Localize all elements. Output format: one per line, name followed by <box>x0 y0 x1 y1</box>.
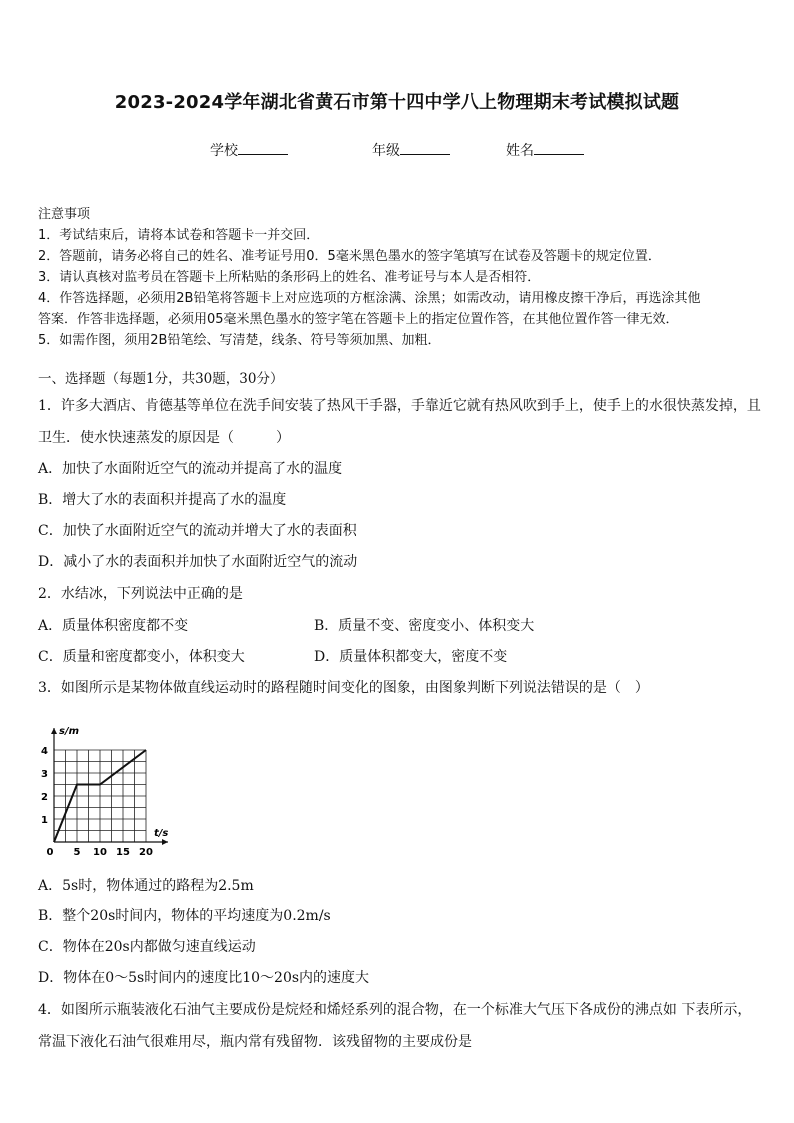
grade-blank[interactable] <box>400 140 450 155</box>
note-item: 5．如需作图，须用2B铅笔绘、写清楚，线条、符号等须加黑、加粗． <box>38 333 441 348</box>
note-item: 2．答题前，请务必将自己的姓名、准考证号用0．5毫米黑色墨水的签字笔填写在试卷及答题卡的规定位置． <box>38 249 661 264</box>
st-graph <box>35 705 175 860</box>
note-item: 4．作答选择题，必须用2B铅笔将答题卡上对应选项的方框涂满、涂黑；如需改动，请用橡皮擦干净后，再选涂其他 <box>38 291 701 306</box>
y-tick-label: 1 <box>41 815 48 826</box>
y-axis-arrow <box>51 728 57 734</box>
q1-option-c[interactable]: C．加快了水面附近空气的流动并增大了水的表面积 <box>38 523 357 539</box>
note-item: 答案．作答非选择题，必须用05毫米黑色墨水的签字笔在答题卡上的指定位置作答，在其他位置作答一律无效． <box>38 312 679 327</box>
school-label: 学校 <box>210 143 238 159</box>
school-field <box>210 140 288 160</box>
x-axis-label: t/s <box>154 828 169 839</box>
q2-option-c[interactable]: C．质量和密度都变小，体积变大 <box>38 649 245 665</box>
q3-option-c[interactable]: C．物体在20s内都做匀速直线运动 <box>38 939 256 955</box>
q2-option-d[interactable]: D．质量体积都变大，密度不变 <box>314 649 508 665</box>
page-title: 2023-2024学年湖北省黄石市第十四中学八上物理期末考试模拟试题 <box>114 92 680 113</box>
q1-option-d[interactable]: D．减小了水的表面积并加快了水面附近空气的流动 <box>38 554 358 570</box>
q1-stem-cont: 卫生．使水快速蒸发的原因是（ ） <box>38 430 290 446</box>
note-item: 1．考试结束后，请将本试卷和答题卡一并交回． <box>38 228 320 243</box>
x-tick-label: 10 <box>93 847 107 858</box>
q1-option-b[interactable]: B．增大了水的表面积并提高了水的温度 <box>38 492 287 508</box>
x-tick-label: 15 <box>116 847 130 858</box>
notes-heading: 注意事项 <box>38 207 91 222</box>
q2-option-b[interactable]: B．质量不变、密度变小、体积变大 <box>314 618 535 634</box>
x-tick-label: 20 <box>139 847 153 858</box>
grade-field <box>372 140 450 160</box>
q4-stem: 4．如图所示瓶装液化石油气主要成份是烷烃和烯烃系列的混合物，在一个标准大气压下各成份的沸点如 下表所示， <box>38 1002 752 1018</box>
name-label: 姓名 <box>506 143 534 159</box>
y-axis-label: s/m <box>59 726 80 737</box>
name-blank[interactable] <box>534 140 584 155</box>
x-tick-label: 5 <box>73 847 81 858</box>
x-tick-label: 0 <box>46 847 54 858</box>
q2-stem: 2．水结冰，下列说法中正确的是 <box>38 586 243 602</box>
y-tick-label: 2 <box>41 792 48 803</box>
grade-label: 年级 <box>372 143 400 159</box>
q1-option-a[interactable]: A．加快了水面附近空气的流动并提高了水的温度 <box>38 461 343 477</box>
y-tick-label: 3 <box>41 769 48 780</box>
x-axis-arrow <box>162 839 168 845</box>
q4-stem-cont: 常温下液化石油气很难用尽，瓶内常有残留物．该残留物的主要成份是 <box>38 1034 472 1050</box>
note-item: 3．请认真核对监考员在答题卡上所粘贴的条形码上的姓名、准考证号与本人是否相符． <box>38 270 541 285</box>
section-heading: 一、选择题（每题1分，共30题，30分） <box>38 371 284 387</box>
y-tick-label: 4 <box>41 746 48 757</box>
q3-option-a[interactable]: A．5s时，物体通过的路程为2.5m <box>38 878 254 894</box>
q3-stem: 3．如图所示是某物体做直线运动时的路程随时间变化的图象，由图象判断下列说法错误的是（ ） <box>38 680 649 696</box>
q3-option-b[interactable]: B．整个20s时间内，物体的平均速度为0.2m/s <box>38 908 331 924</box>
q1-stem: 1．许多大酒店、肯德基等单位在洗手间安装了热风干手器，手靠近它就有热风吹到手上，使手上的水很快蒸发掉，且 <box>38 398 761 414</box>
q2-option-a[interactable]: A．质量体积密度都不变 <box>38 618 189 634</box>
q3-option-d[interactable]: D．物体在0～5s时间内的速度比10～20s内的速度大 <box>38 970 370 986</box>
school-blank[interactable] <box>238 140 288 155</box>
name-field <box>506 140 584 160</box>
